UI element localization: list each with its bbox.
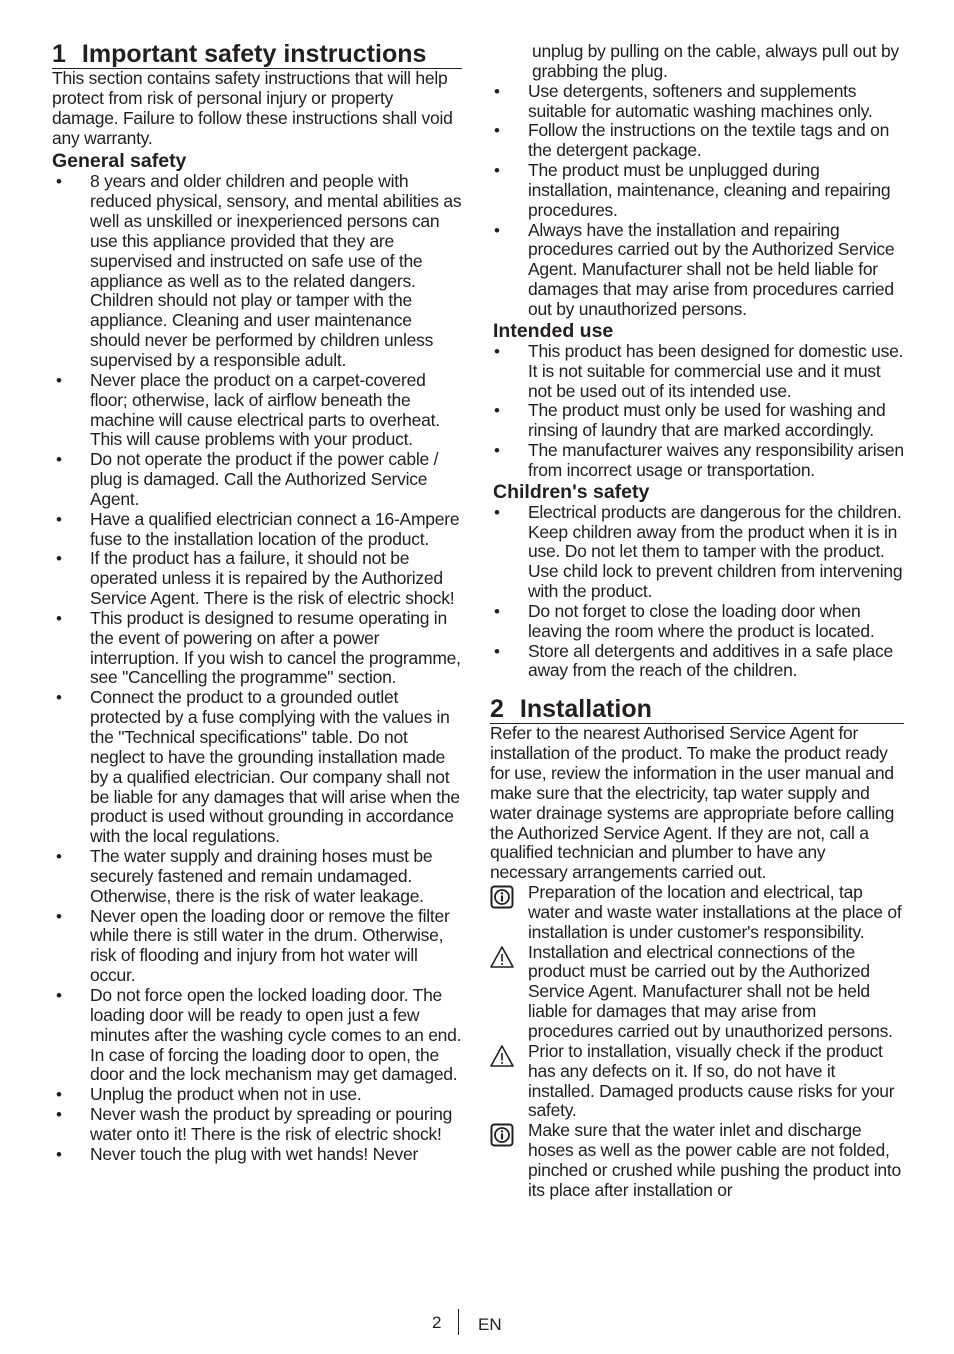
list-item: • Never wash the product by spreading or pouring water onto it! There is the risk of electric shock! [52,1105,462,1145]
section-number: 1 [52,40,66,68]
list-item: • The product must be unplugged during installation, maintenance, cleaning and repairing procedures. [490,161,904,221]
childrens-safety-list [490,503,904,682]
list-item: • Never touch the plug with wet hands! Never [52,1145,462,1165]
list-item-continuation: unplug by pulling on the cable, always pull out by grabbing the plug. [532,41,899,81]
list-item: • Do not forget to close the loading door when leaving the room where the product is located. [490,602,904,642]
list-item: • If the product has a failure, it should not be operated unless it is repaired by the Authorized Service Agent. There is the risk of electric shock! [52,549,462,609]
list-item: • Electrical products are dangerous for the children. Keep children away from the product when it is in use. Do not let them to tamper with the product. Use child lock to prevent children from intervening with the product. [490,503,904,602]
footer-divider [458,1309,459,1335]
section-2-intro: Refer to the nearest Authorised Service Agent for installation of the product. To make the product ready for use, review the information in the user manual and make sure that the electricity, tap water supply and water drainage systems are appropriate before calling the Authorized Service Agent. If they are not, call a qualified technician and plumber to have any necessary arrangements carried out. [490,723,895,883]
list-item: • The manufacturer waives any responsibility arisen from incorrect usage or transportation. [490,441,904,481]
note-info [490,883,904,943]
section-title: Important safety instructions [81,40,427,68]
info-icon [490,885,514,909]
list-item: • Have a qualified electrician connect a 16-Ampere fuse to the installation location of the product. [52,510,462,550]
left-column [52,0,462,1165]
section-2-heading [490,695,904,724]
note-info [490,1121,904,1200]
list-item: • The water supply and draining hoses must be securely fastened and remain undamaged. Otherwise, there is the risk of water leakage. [52,847,462,907]
general-safety-list-continued [490,82,904,320]
list-item: • Store all detergents and additives in a safe place away from the reach of the children. [490,642,904,682]
section-number: 2 [490,695,504,724]
page-number: 2 [432,1313,442,1332]
warning-icon [490,1044,514,1068]
list-item: • Use detergents, softeners and supplements suitable for automatic washing machines only. [490,82,904,122]
childrens-safety-heading: Children's safety [493,480,650,503]
section-1-intro: This section contains safety instructions that will help protect from risk of personal injury or property damage. Failure to follow these instructions shall void any warranty. [52,68,453,148]
list-item: • Unplug the product when not in use. [52,1085,462,1105]
general-safety-heading: General safety [52,150,187,173]
list-item: • This product has been designed for domestic use. It is not suitable for commercial use and it must not be used out of its intended use. [490,342,904,402]
list-item: • Never place the product on a carpet-covered floor; otherwise, lack of airflow beneath the machine will cause electrical parts to overheat. This will cause problems with your product. [52,371,462,450]
info-icon [490,1123,514,1147]
list-item: • Follow the instructions on the textile tags and on the detergent package. [490,121,904,161]
list-item: • This product is designed to resume operating in the event of powering on after a power interruption. If you wish to cancel the programme, see "Cancelling the programme" section. [52,609,462,688]
section-title: Installation [519,695,652,724]
list-item: • The product must only be used for washing and rinsing of laundry that are marked accordingly. [490,401,904,441]
note-text: Preparation of the location and electrical, tap water and waste water installations at the place of installation is under customer's responsibility. [528,882,902,942]
intended-use-heading: Intended use [493,319,614,342]
language-code: EN [478,1315,502,1334]
note-text: Make sure that the water inlet and discharge hoses as well as the power cable are not folded, pinched or crushed while pushing the product into its place after installation or [528,1120,901,1200]
list-item: • Always have the installation and repairing procedures carried out by the Authorized Service Agent. Manufacturer shall not be held liable for damages that may arise from procedures carried out by unauthorized persons. [490,221,904,320]
general-safety-list [52,172,462,1164]
list-item: • 8 years and older children and people with reduced physical, sensory, and mental abilities as well as unskilled or inexperienced persons can use this appliance provided that they are supervised and instructed on safe use of the appliance as well as to the related dangers. Children should not play or tamper with the appliance. Cleaning and user maintenance should never be performed by children unless supervised by a responsible adult. [52,172,462,370]
list-item: • Do not force open the locked loading door. The loading door will be ready to open just a few minutes after the washing cycle comes to an end. In case of forcing the loading door to open, the door and the lock mechanism may get damaged. [52,986,462,1085]
note-text: Installation and electrical connections of the product must be carried out by the Authorized Service Agent. Manufacturer shall not be held liable for damages that may arise from procedures carried out by unauthorized persons. [528,941,893,1041]
warning-icon [490,945,514,969]
list-item: • Connect the product to a grounded outlet protected by a fuse complying with the values in the "Technical specifications" table. Do not neglect to have the grounding installation made by a qualified electrician. Our company shall not be liable for any damages that will arise when the product is used without grounding in accordance with the local regulations. [52,688,462,847]
list-item: • Do not operate the product if the power cable / plug is damaged. Call the Authorized Service Agent. [52,450,462,510]
note-warning [490,1042,904,1121]
note-warning [490,943,904,1042]
right-column [490,0,904,1201]
section-1-heading [52,40,462,69]
list-item: • Never open the loading door or remove the filter while there is still water in the drum. Otherwise, risk of flooding and injury from hot water will occur. [52,907,462,986]
note-text: Prior to installation, visually check if the product has any defects on it. If so, do not have it installed. Damaged products cause risks for your safety. [528,1040,895,1121]
intended-use-list [490,342,904,481]
